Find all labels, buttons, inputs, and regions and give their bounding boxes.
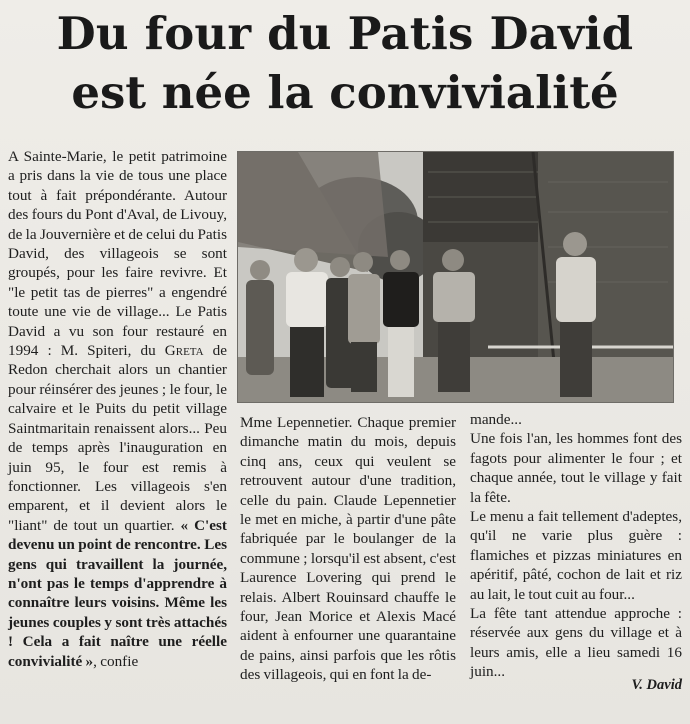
article-photo <box>237 151 674 403</box>
col1-text-a: A Sainte-Marie, le petit patrimoine a pris dans la vie de tous une place tout à fait prépondérante. Autour des fours du Pont d'Aval, de Livouy, de la Jouvernière et de celui du Patis David, des villageois se sont groupés, pour les faire revivre. Et "le petit tas de pierres" a engendré toute une vie de village... Le Patis David a vu son four restauré en 1994 : M. Spiteri, du <box>8 148 227 360</box>
author-signature: V. David <box>631 677 682 693</box>
photo-illustration <box>238 152 673 402</box>
col1-text-c: , confie <box>93 652 139 670</box>
col1-quote: « C'est devenu un point de rencontre. Les gens qui travaillent la journée, n'ont pas le temps d'apprendre à connaître leurs voisins. Même les jeunes couples y sont très attachés ! Cela a fait naître une réelle convivialité » <box>8 516 227 670</box>
headline <box>0 6 690 122</box>
col3-para-1: mande... <box>470 411 522 428</box>
col1-greta: Greta <box>164 342 204 360</box>
col1-text-b: de Redon cherchait alors un chantier pour réinsérer des jeunes ; le four, le calvaire et le Puits du petit village Saintmaritain renaissent alors... Peu de temps après l'inauguration en juin 95, le four est remis à fonctionner. Les villageois s'en emparent, et il devient alors le "liant" de tout un quartier. <box>8 342 227 534</box>
col3-para-2: Une fois l'an, les hommes font des fagots pour alimenter le four ; et chaque année, tout le village y fait la fête. <box>470 430 682 506</box>
article-column-3 <box>470 410 682 682</box>
article-column-1 <box>8 147 227 671</box>
headline-line-2: est née la convivialité <box>71 66 619 119</box>
col3-para-3: Le menu a fait tellement d'adeptes, qu'il ne varie plus guère : flamiches et pizzas miniatures en apéritif, pâté, cochon de lait et riz au lait, le tout cuit au four... <box>470 508 682 603</box>
col3-para-4: La fête tant attendue approche : réservée aux gens du village et à leurs amis, elle a lieu samedi 16 juin... <box>470 605 682 681</box>
headline-line-1: Du four du Patis David <box>56 7 634 60</box>
col2-text: Mme Lepennetier. Chaque premier dimanche matin du mois, depuis cinq ans, ceux qui veulent se retrouvent autour d'une tradition, celle du pain. Claude Lepennetier le met en miche, à partir d'une pâte fabriquée par le boulanger de la commune ; lorsqu'il est absent, c'est Laurence Lovering qui prend le relais. Albert Rouinsard chauffe le four, Jean Morice et Alexis Macé aident à enfourner une quarantaine de pains, ainsi parfois que les rôtis des villageois, qui en font la de- <box>240 414 456 684</box>
article-column-2 <box>240 413 456 685</box>
